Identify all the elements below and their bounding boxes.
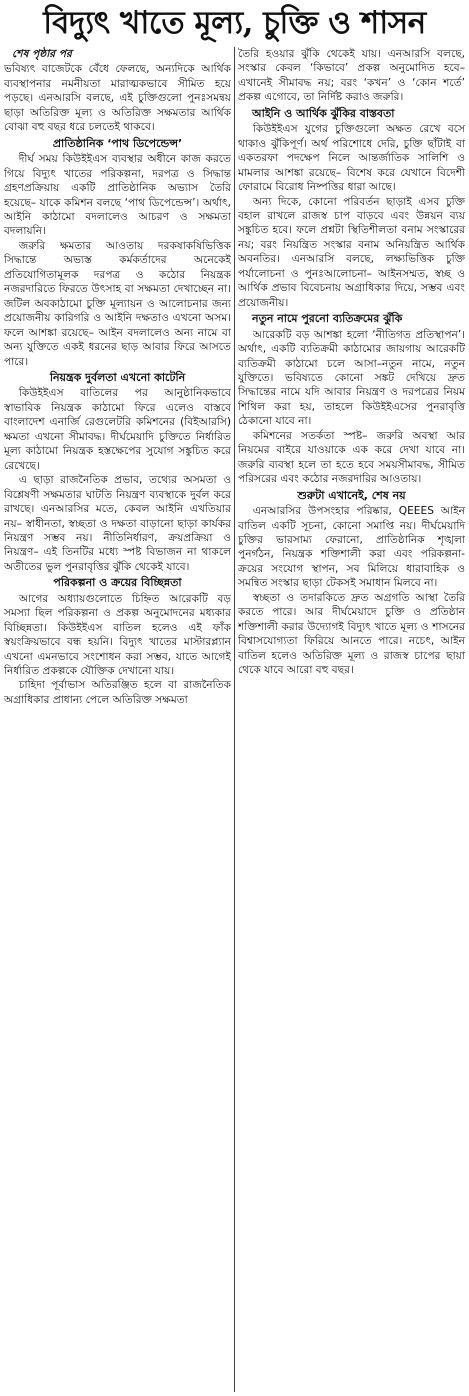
left-column	[4, 47, 231, 1392]
paragraph: জরুরি ক্ষমতার আওতায় দরকষাকষিভিত্তিক সিদ্ধান্তে অভ্যস্ত কর্মকর্তাদের অনেকেই প্রতিযোগিতামূলক দরপত্র ও কঠোর নিয়ন্ত্রক নজরদারিতে ফিরতে উৎসাহ বা সক্ষমতা দেখাচ্ছেন না। জটিল অবকাঠামো চুক্তি মূল্যায়ন ও আলোচনার জন্য প্রয়োজনীয় কারিগরি ও আইনি দক্ষতাও এখনো অসম। ফলে আশঙ্কা রয়েছে– আইন বদলালেও অন্য নামে বা অন্য যুক্তিতে একই ধরনের ছাড় আবার ফিরে আসতে পারে।	[4, 239, 231, 368]
paragraph: স্বচ্ছতা ও তদারকিতে দ্রুত অগ্রগতি আস্থা তৈরি করতে পারে। আর দীর্ঘমেয়াদে চুক্তি ও প্রতিষ্ঠান শক্তিশালী করার উদ্যোগই বিদ্যুৎ খাতে মূল্য ও শাসনের বিশ্বাসযোগ্যতা ফিরিয়ে আনতে পারে। নচেৎ, আইন বাতিল হলেও অতিরিক্ত মূল্য ও রাজস্ব চাপের ছায়া থেকে যাবে আরো বহু বছর।	[238, 591, 465, 677]
paragraph: কিউইইএস যুগের চুক্তিগুলো অক্ষত রেখে বসে থাকাও ঝুঁকিপূর্ণ। অর্থ পরিশোধে দেরি, চুক্তি ছাঁটাই বা একতরফা পদক্ষেপ নিলে আন্তর্জাতিক সালিশি ও মামলার আশঙ্কা রয়েছে– বিশেষ করে যেখানে বিদেশী ফোরামে বিরোধ নিষ্পত্তির ধারা আছে।	[238, 123, 465, 194]
paragraph: কিউইইএস বাতিলের পর আনুষ্ঠানিকভাবে স্বাভাবিক নিয়ন্ত্রক কাঠামো ফিরে এলেও বাস্তবে বাংলাদেশ এনার্জি রেগুলেটরি কমিশনের (বিইআরসি) ক্ষমতা এখনো সীমাবদ্ধ। দীর্ঘমেয়াদি চুক্তিতে নির্ধারিত মূল্য কাঠামো নিয়ন্ত্রক হস্তক্ষেপের সুযোগ সঙ্কুচিত করে রেখেছে।	[4, 387, 231, 472]
continued-from-label: শেষ পৃষ্ঠার পর	[12, 48, 72, 60]
article-body	[4, 47, 465, 1392]
subheading: আইনি ও আর্থিক ঝুঁকির বাস্তবতা	[252, 106, 395, 120]
paragraph: তৈরি হওয়ার ঝুঁকি থেকেই যায়। এনআরসি বলছে, সংস্কার কেবল ‘কিভাবে’ প্রকল্প অনুমোদিত হবে– এখানেই সীমাবদ্ধ নয়; বরং ‘কখন’ ও ‘কোন শর্তে’ প্রকল্প এগোবে, তা নির্দিষ্ট করাও জরুরি।	[238, 48, 465, 104]
subheading: নতুন নামে পুরনো ব্যতিক্রমের ঝুঁকি	[252, 312, 403, 326]
paragraph: দীর্ঘ সময় কিউইইএস ব্যবস্থার অধীনে কাজ করতে গিয়ে বিদ্যুৎ খাতের পরিকল্পনা, দরপত্র ও সিদ্ধান্ত গ্রহণপ্রক্রিয়ায় একটি প্রাতিষ্ঠানিক অভ্যাস তৈরি হয়েছে– যাকে কমিশন বলছে ‘পাথ ডিপেন্ডেন্স’। অর্থাৎ, আইনি কাঠামো বদলালেও আচরণ ও সক্ষমতা বদলায়নি।	[4, 153, 231, 238]
paragraph: আগের অধ্যায়গুলোতে চিহ্নিত আরেকটি বড় সমস্যা ছিল পরিকল্পনা ও প্রকল্প অনুমোদনের মধ্যকার বিচ্ছিন্নতা। কিউইইএস বাতিল হলেও এই ফাঁক স্বয়ংক্রিয়ভাবে বন্ধ হয়নি। বিদ্যুৎ খাতের মাস্টারপ্ল্যান এখনো এমনভাবে সংশোধন করা সম্ভব, যাতে আগেই নির্ধারিত প্রকল্পকে যৌক্তিক দেখানো যায়।	[4, 592, 231, 678]
subheading: প্রাতিষ্ঠানিক ‘পাথ ডিপেন্ডেন্স’	[52, 136, 183, 150]
paragraph: কমিশনের সতর্কতা স্পষ্ট– জরুরি অবস্থা আর নিয়মের বাইরে যাওয়াকে এক করে দেখা যাবে না। জরুরি ব্যবস্থা হলে তা হতে হবে সময়সীমাবদ্ধ, সীমিত পরিসরের এবং কঠোর নজরদারির আওতায়।	[238, 429, 465, 486]
column-divider	[234, 47, 235, 1392]
paragraph: ভবিষ্যৎ বাজেটকে বেঁধে ফেলছে, অন্যদিকে আর্থিক ব্যবস্থাপনার নমনীয়তা মারাত্মকভাবে সীমিত হয়ে পড়ছে। এনআরসি বলছে, এই চুক্তিগুলো পুনঃসমন্বয় ছাড়া অতিরিক্ত মূল্য ও অতিরিক্ত সক্ষমতার আর্থিক বোঝা বহু বছর ধরে চলতেই থাকবে।	[4, 63, 231, 134]
paragraph: আরেকটি বড় আশঙ্কা হলো ‘নীতিগত প্রতিস্থাপন’। অর্থাৎ, একটি ব্যতিক্রমী কাঠামোর জায়গায় আরেকটি ব্যতিক্রমী কাঠামো চলে আসা–নতুন নামে, নতুন যুক্তিতে। ভবিষ্যতে কোনো সঙ্কট দেখিয়ে দ্রুত সিদ্ধান্তের নামে যদি আবার নিয়ন্ত্রণ ও দরপত্রের নিয়ম শিথিল করা হয়, তাহলে কিউইইএসের পুনরাবৃত্তি ঠেকানো যাবে না।	[238, 328, 465, 428]
subheading: পরিকল্পনা ও ক্রয়ের বিচ্ছিন্নতা	[53, 576, 182, 590]
headline: বিদ্যুৎ খাতে মূল্য, চুক্তি ও শাসন	[43, 5, 426, 41]
paragraph: এ ছাড়া রাজনৈতিক প্রভাব, তথ্যের অসমতা ও বিশ্লেষণী সক্ষমতার ঘাটতি নিয়ন্ত্রণ ব্যবস্থাকে দুর্বল করে রাখছে। এনআরসির মতে, কেবল আইনি এখতিয়ার নয়– স্বাধীনতা, স্বচ্ছতা ও দক্ষতা বাড়ানো ছাড়া কার্যকর নিয়ন্ত্রণ সম্ভব নয়। নীতিনির্ধারণ, ক্রয়প্রক্রিয়া ও নিয়ন্ত্রণ– এই তিনটির মধ্যে স্পষ্ট বিভাজন না থাকলে অতীতের ভুল পুনরাবৃত্তির ঝুঁকি থেকেই যাবে।	[4, 474, 231, 573]
paragraph: অন্য দিকে, কোনো পরিবর্তন ছাড়াই এসব চুক্তি বহাল রাখলে রাজস্ব চাপ বাড়বে এবং উন্নয়ন ব্যয় সঙ্কুচিত হবে। ফলে প্রশ্নটা স্থিতিশীলতা বনাম সংস্কারের নয়; বরং নিয়ন্ত্রিত সংস্কার বনাম অনিয়ন্ত্রিত আর্থিক অবনতির। এনআরসি বলছে, লক্ষ্যভিত্তিক চুক্তি পর্যালোচনা ও পুনঃআলোচনা– আইনসম্মত, স্বচ্ছ ও আর্থিক প্রভাব বিবেচনায় অগ্রাধিকার দিয়ে, সম্ভব এবং প্রয়োজনীয়।	[238, 195, 465, 309]
paragraph: এনআরসির উপসংহার পরিষ্কার, QEEES আইন বাতিল একটি সূচনা, কোনো সমাপ্তি নয়। দীর্ঘমেয়াদি চুক্তির ভারসাম্য ফেরানো, প্রাতিষ্ঠানিক শৃঙ্খলা পুনর্গঠন, নিয়ন্ত্রক শক্তিশালী করা এবং পরিকল্পনা-ক্রয়ের সংযোগ স্থাপন, সব মিলিয়ে ধারাবাহিক ও সমন্বিত সংস্কার ছাড়া টেকসই সমাধান মিলবে না।	[238, 505, 465, 590]
subheading: শুরুটা এখানেই, শেষ নয়	[297, 488, 406, 502]
paragraph: চাহিদা পূর্বাভাস অতিরঞ্জিত হলে বা রাজনৈতিক অগ্রাধিকার প্রাধান্য পেলে অতিরিক্ত সক্ষমতা	[4, 679, 231, 706]
right-column	[238, 47, 465, 1392]
subheading: নিয়ন্ত্রক দুর্বলতা এখনো কাটেনি	[49, 370, 186, 384]
